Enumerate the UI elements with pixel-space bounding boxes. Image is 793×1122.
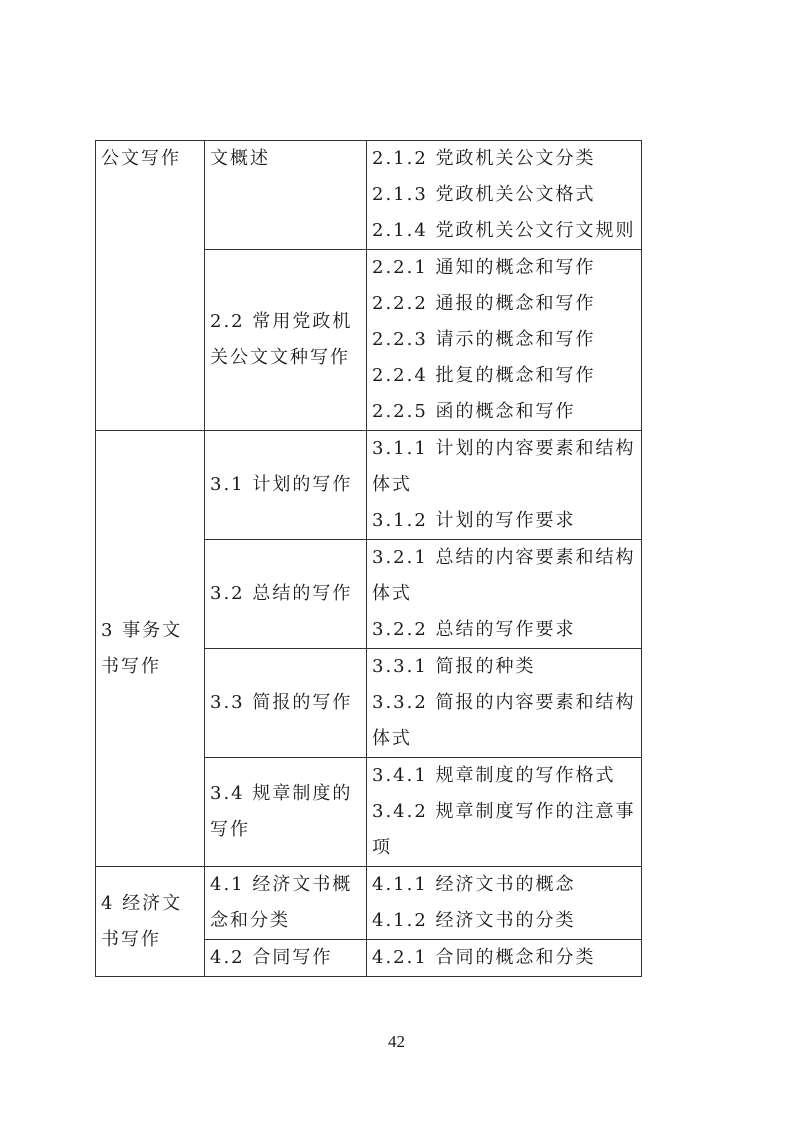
items-cell (367, 649, 642, 758)
subtopic-label: 3.3 简报的写作 (210, 692, 353, 713)
items-cell (367, 758, 642, 867)
subtopic-cell (205, 758, 367, 867)
item-text: 4.1.1 经济文书的概念 (372, 874, 576, 895)
item-text: 2.2.3 请示的概念和写作 (372, 329, 596, 350)
item-text: 3.3.2 简报的内容要素和结构体式 (372, 692, 636, 749)
curriculum-table (95, 140, 642, 977)
item-text: 2.2.4 批复的概念和写作 (372, 365, 596, 386)
item-text: 2.1.3 党政机关公文格式 (372, 184, 596, 205)
subtopic-cell (205, 940, 367, 977)
subtopic-label: 文概述 (210, 148, 270, 169)
items-cell (367, 940, 642, 977)
category-cell (96, 431, 205, 867)
subtopic-label: 4.1 经济文书概念和分类 (210, 874, 353, 931)
subtopic-cell (205, 540, 367, 649)
item-text: 3.1.1 计划的内容要素和结构体式 (372, 438, 636, 495)
items-cell (367, 250, 642, 431)
subtopic-label: 4.2 合同写作 (210, 947, 333, 968)
table-row (96, 141, 642, 250)
category-label: 3 事务文书写作 (101, 619, 183, 677)
subtopic-label: 3.2 总结的写作 (210, 583, 353, 604)
table-row (96, 867, 642, 940)
subtopic-cell (205, 431, 367, 540)
item-text: 2.2.1 通知的概念和写作 (372, 257, 596, 278)
item-text: 2.2.2 通报的概念和写作 (372, 293, 596, 314)
item-text: 3.1.2 计划的写作要求 (372, 510, 576, 531)
items-cell (367, 141, 642, 250)
item-text: 2.1.4 党政机关公文行文规则 (372, 220, 636, 241)
subtopic-cell (205, 250, 367, 431)
subtopic-label: 3.4 规章制度的写作 (210, 783, 353, 840)
subtopic-cell (205, 141, 367, 250)
subtopic-label: 2.2 常用党政机关公文文种写作 (210, 311, 353, 368)
item-text: 3.3.1 简报的种类 (372, 656, 536, 677)
category-cell (96, 867, 205, 977)
subtopic-cell (205, 649, 367, 758)
items-cell (367, 867, 642, 940)
item-text: 2.1.2 党政机关公文分类 (372, 148, 596, 169)
table-row (96, 431, 642, 540)
category-label: 4 经济文书写作 (101, 892, 183, 950)
item-text: 3.4.2 规章制度写作的注意事项 (372, 801, 636, 858)
item-text: 2.2.5 函的概念和写作 (372, 401, 576, 422)
item-text: 4.2.1 合同的概念和分类 (372, 947, 596, 968)
items-cell (367, 431, 642, 540)
subtopic-label: 3.1 计划的写作 (210, 474, 353, 495)
category-label: 公文写作 (101, 148, 181, 169)
item-text: 3.2.2 总结的写作要求 (372, 619, 576, 640)
item-text: 3.4.1 规章制度的写作格式 (372, 765, 616, 786)
page-number: 42 (388, 1032, 405, 1051)
items-cell (367, 540, 642, 649)
category-cell (96, 141, 205, 431)
item-text: 3.2.1 总结的内容要素和结构体式 (372, 547, 636, 604)
item-text: 4.1.2 经济文书的分类 (372, 910, 576, 931)
subtopic-cell (205, 867, 367, 940)
